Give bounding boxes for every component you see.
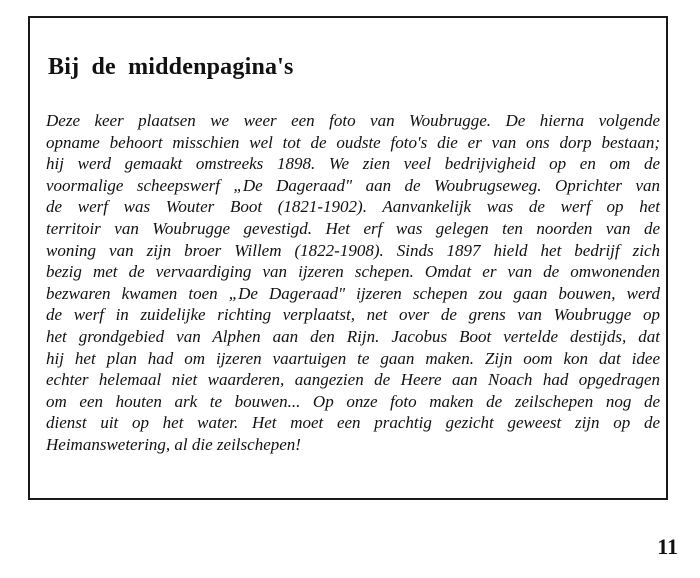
body-line: bezig met de vervaardiging van ijzeren schepen. Omdat er van de omwonenden xyxy=(46,262,660,282)
body-line: dienst uit op het water. Het moet een prachtig gezicht geweest zijn op de xyxy=(46,413,660,433)
body-line: de werf in zuidelijke richting verplaatst, net over de grens van Woubrugge op xyxy=(46,305,660,325)
body-line-last: Heimanswetering, al die zeilschepen! xyxy=(46,434,301,454)
body-line: opname behoort misschien wel tot de oudste foto's die er van ons dorp bestaan; xyxy=(46,132,660,152)
body-line: echter helemaal niet waarderen, aangezien de Heere aan Noach had opgedragen xyxy=(46,370,660,390)
article-body xyxy=(46,110,660,456)
page-number: 11 xyxy=(657,534,678,559)
body-line: voormalige scheepswerf „De Dageraad" aan de Woubrugseweg. Oprichter van xyxy=(46,175,660,195)
body-line: Deze keer plaatsen we weer een foto van Woubrugge. De hierna volgende xyxy=(46,111,660,130)
body-line: de werf was Wouter Boot (1821-1902). Aanvankelijk was de werf op het xyxy=(46,197,660,217)
body-line: hij het plan had om ijzeren vaartuigen te gaan maken. Zijn oom kon dat idee xyxy=(46,348,660,368)
article-title: Bij de middenpagina's xyxy=(48,54,294,80)
body-line: om een houten ark te bouwen... Op onze foto maken de zeilschepen nog de xyxy=(46,391,660,411)
body-line: bezwaren kwamen toen „De Dageraad" ijzeren schepen zou gaan bouwen, werd xyxy=(46,283,660,303)
article-box xyxy=(28,16,668,500)
body-line: hij werd gemaakt omstreeks 1898. We zien veel bedrijvigheid op en om de xyxy=(46,154,660,174)
body-line: het grondgebied van Alphen aan den Rijn. Jacobus Boot vertelde destijds, dat xyxy=(46,326,660,346)
body-line: territoir van Woubrugge gevestigd. Het erf was gelegen ten noorden van de xyxy=(46,218,660,238)
body-line: woning van zijn broer Willem (1822-1908). Sinds 1897 hield het bedrijf zich xyxy=(46,240,660,260)
